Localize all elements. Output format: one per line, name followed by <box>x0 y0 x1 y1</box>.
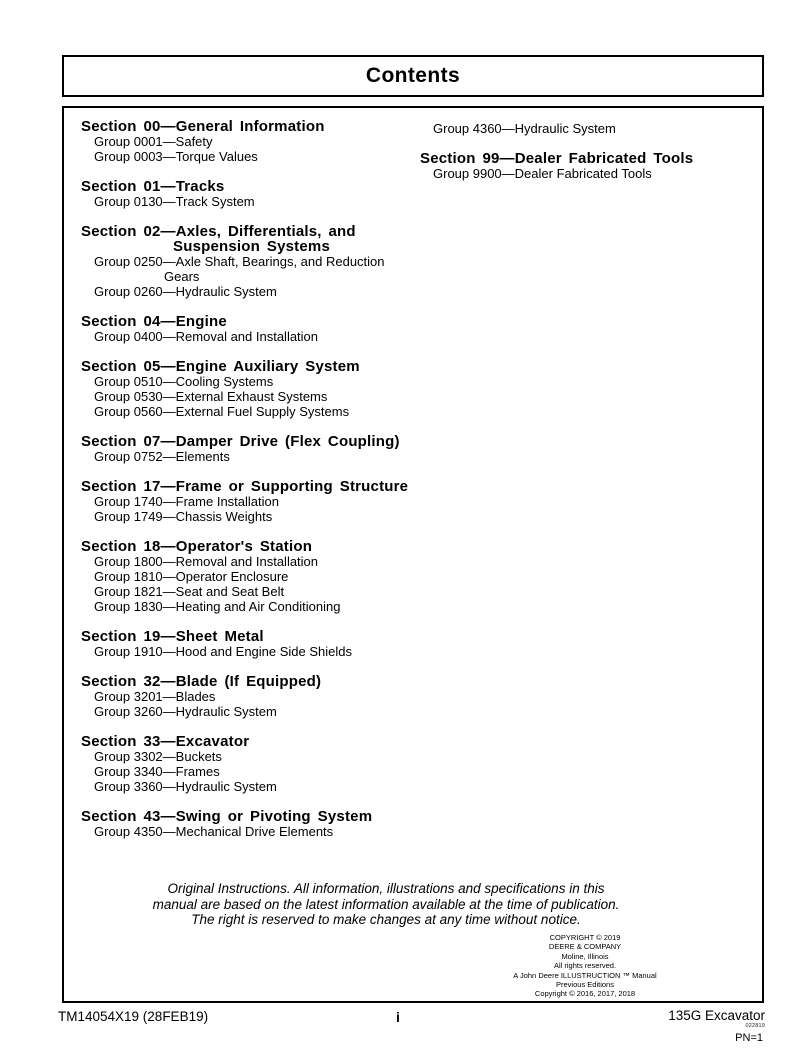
notice-line: The right is reserved to make changes at any time without notice. <box>191 912 581 927</box>
toc-group-line: Group 3302—Buckets <box>94 749 222 764</box>
toc-group-line: Gears <box>164 269 200 284</box>
copyright-line: Copyright © 2016, 2017, 2018 <box>534 989 636 999</box>
toc-section <box>81 629 431 659</box>
toc-section <box>420 151 755 181</box>
toc-group-line: Group 1800—Removal and Installation <box>94 554 319 569</box>
toc-group-line: Group 3340—Frames <box>94 764 220 779</box>
copyright-line: DEERE & COMPANY <box>548 942 622 952</box>
copyright-line: Moline, Illinois <box>561 951 609 961</box>
toc-section-heading-line: Section 17—Frame or Supporting Structure <box>81 478 409 495</box>
toc-group-line: Group 0510—Cooling Systems <box>94 374 274 389</box>
toc-section-heading-line: Section 19—Sheet Metal <box>81 628 264 645</box>
toc-group-line: Group 0400—Removal and Installation <box>94 329 319 344</box>
toc-box <box>62 106 764 1003</box>
toc-section <box>81 479 431 524</box>
toc-group-line: Group 0003—Torque Values <box>94 149 258 164</box>
copyright-line: COPYRIGHT © 2019 <box>549 933 621 942</box>
footer-print-code: 022819 <box>745 1023 765 1029</box>
toc-section <box>81 224 431 299</box>
toc-section <box>81 734 431 794</box>
toc-group-line: Group 3201—Blades <box>94 689 216 704</box>
page-title: Contents <box>365 64 461 87</box>
toc-left-column <box>81 119 431 839</box>
toc-group-line: Group 1830—Heating and Air Conditioning <box>94 599 341 614</box>
toc-section-heading-line: Section 04—Engine <box>81 313 227 330</box>
toc-section <box>81 119 431 164</box>
toc-section-heading-line: Section 99—Dealer Fabricated Tools <box>420 150 694 167</box>
toc-group-line: Group 0752—Elements <box>94 449 230 464</box>
toc-section <box>81 539 431 614</box>
footer-doc-id: TM14054X19 (28FEB19) <box>58 1009 209 1024</box>
toc-section <box>81 809 431 839</box>
toc-group-line: Group 0001—Safety <box>94 134 213 149</box>
toc-section <box>81 179 431 209</box>
toc-group-line: Group 0130—Track System <box>94 194 255 209</box>
toc-group-line: Group 1821—Seat and Seat Belt <box>94 584 285 599</box>
contents-title-box <box>62 55 764 97</box>
toc-group-line: Group 4350—Mechanical Drive Elements <box>94 824 334 839</box>
toc-section-heading-line: Section 00—General Information <box>81 118 325 135</box>
toc-group-line: Group 0260—Hydraulic System <box>94 284 277 299</box>
toc-group-line: Group 0560—External Fuel Supply Systems <box>94 404 350 419</box>
toc-section-heading-line: Section 33—Excavator <box>81 733 250 750</box>
footer-model: 135G Excavator <box>668 1008 765 1023</box>
toc-section-heading-line: Section 05—Engine Auxiliary System <box>81 358 360 375</box>
toc-group-line: Group 1749—Chassis Weights <box>94 509 273 524</box>
toc-group-line: Group 0250—Axle Shaft, Bearings, and Reduction <box>94 254 385 269</box>
toc-section-heading-line: Section 32—Blade (If Equipped) <box>81 673 322 690</box>
notice-line: manual are based on the latest information available at the time of publication. <box>152 896 620 912</box>
toc-section <box>81 674 431 719</box>
toc-section <box>81 359 431 419</box>
toc-section <box>81 434 431 464</box>
toc-group-line: Group 3260—Hydraulic System <box>94 704 277 719</box>
toc-section-heading-line: Section 02—Axles, Differentials, and <box>81 223 356 240</box>
toc-section-heading-line: Section 07—Damper Drive (Flex Coupling) <box>81 433 400 450</box>
toc-group-line: Group 4360—Hydraulic System <box>433 121 616 136</box>
toc-section-heading-line: Section 43—Swing or Pivoting System <box>81 808 373 825</box>
copyright-block <box>465 933 705 999</box>
toc-group-line: Group 1740—Frame Installation <box>94 494 279 509</box>
toc-section <box>81 314 431 344</box>
original-instructions-notice <box>62 881 710 928</box>
notice-line: Original Instructions. All information, illustrations and specifications in this <box>167 881 605 896</box>
footer-pn: PN=1 <box>735 1032 763 1044</box>
toc-group-line: Group 9900—Dealer Fabricated Tools <box>433 166 652 181</box>
toc-group-line: Group 0530—External Exhaust Systems <box>94 389 328 404</box>
copyright-line: A John Deere ILLUSTRUCTION ™ Manual <box>513 970 657 980</box>
toc-group-line: Group 3360—Hydraulic System <box>94 779 277 794</box>
toc-section-heading-line: Suspension Systems <box>173 238 330 255</box>
toc-group-line: Group 1810—Operator Enclosure <box>94 569 289 584</box>
copyright-line: All rights reserved. <box>553 961 617 971</box>
toc-section-heading-line: Section 01—Tracks <box>81 178 225 195</box>
toc-group-line: Group 1910—Hood and Engine Side Shields <box>94 644 353 659</box>
toc-section-heading-line: Section 18—Operator's Station <box>81 538 313 555</box>
footer-page-number: i <box>396 1009 400 1025</box>
copyright-line: Previous Editions <box>556 980 614 990</box>
toc-right-column <box>420 121 755 181</box>
toc-section <box>420 121 755 136</box>
